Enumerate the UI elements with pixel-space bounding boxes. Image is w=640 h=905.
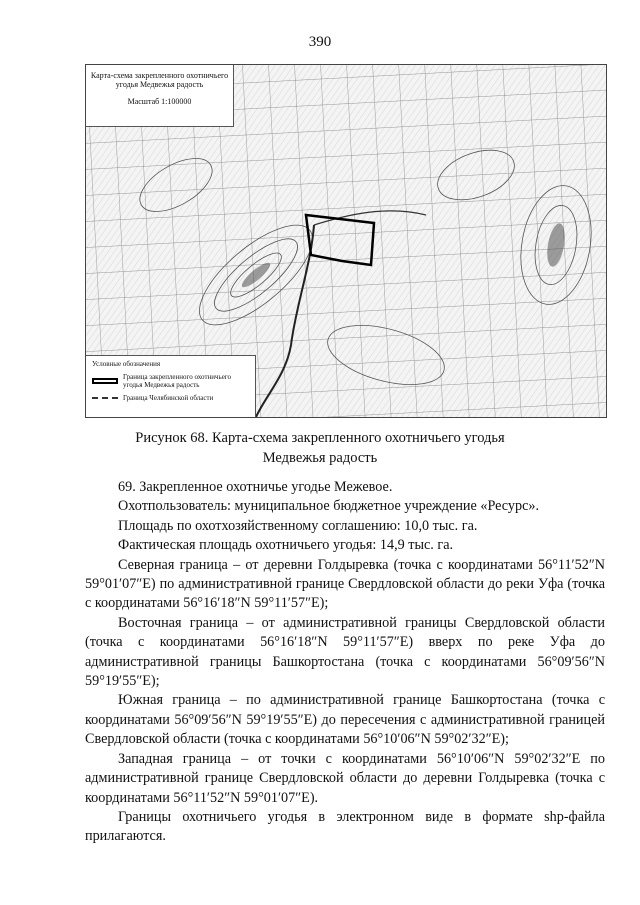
document-body bbox=[85, 478, 605, 847]
paragraph-east-border: Восточная граница – от административной границы Свердловской области (точка с координатами 56°16′18″N 59°11′57″E) вверх по реке Уфа до административной границы Башкортостана (точка с координатами 56°09′56″N 59°19′55″E); bbox=[85, 614, 605, 690]
paragraph-west-border: Западная граница – от точки с координатами 56°10′06″N 59°02′32″E по административной границе Свердловской области до деревни Голдыревка (точка с координатами 56°11′52″N 59°01′07″E). bbox=[85, 750, 605, 806]
paragraph-shp-note: Границы охотничьего угодья в электронном виде в формате shp-файла прилагаются. bbox=[85, 808, 605, 845]
legend-label: Граница закрепленного охотничьего угодья Медвежья радость bbox=[123, 373, 232, 389]
page-number: 390 bbox=[308, 34, 332, 50]
figure-caption bbox=[0, 428, 640, 468]
legend-item-hunting-ground bbox=[92, 373, 249, 389]
legend-item-region-border bbox=[92, 394, 249, 402]
caption-line-2: Медвежья радость bbox=[262, 450, 378, 466]
paragraph-area-agreement: Площадь по охотхозяйственному соглашению: 10,0 тыс. га. bbox=[118, 517, 478, 534]
map-title: Карта-схема закрепленного охотничьего угодья Медвежья радость bbox=[90, 71, 229, 89]
map-figure bbox=[85, 64, 607, 418]
dashed-line-swatch-icon bbox=[92, 397, 118, 399]
map-legend bbox=[86, 355, 256, 417]
map-scale: Масштаб 1:100000 bbox=[127, 97, 192, 106]
paragraph-heading: 69. Закрепленное охотничье угодье Межевое. bbox=[118, 479, 393, 495]
map-title-box bbox=[86, 65, 234, 127]
paragraph-user: Охотпользователь: муниципальное бюджетное учреждение «Ресурс». bbox=[118, 498, 540, 515]
thick-outline-swatch-icon bbox=[92, 378, 118, 384]
paragraph-north-border: Северная граница – от деревни Голдыревка (точка с координатами 56°11′52″N 59°01′07″E) по административной границе Свердловской области до реки Уфа (точка с координатами 56°16′18″N 59°11′57″E); bbox=[85, 556, 605, 612]
legend-label: Граница Челябинской области bbox=[123, 394, 214, 402]
caption-line-1: Рисунок 68. Карта-схема закрепленного охотничьего угодья bbox=[135, 430, 505, 446]
legend-title: Условные обозначения bbox=[92, 360, 161, 368]
paragraph-area-actual: Фактическая площадь охотничьего угодья: 14,9 тыс. га. bbox=[118, 537, 454, 554]
paragraph-south-border: Южная граница – по административной границе Башкортостана (точка с координатами 56°09′56″N 59°19′55″E) до пересечения с административной границей Свердловской области (точка с координатами 56°10′06″N 59°02′32″E); bbox=[85, 692, 605, 748]
